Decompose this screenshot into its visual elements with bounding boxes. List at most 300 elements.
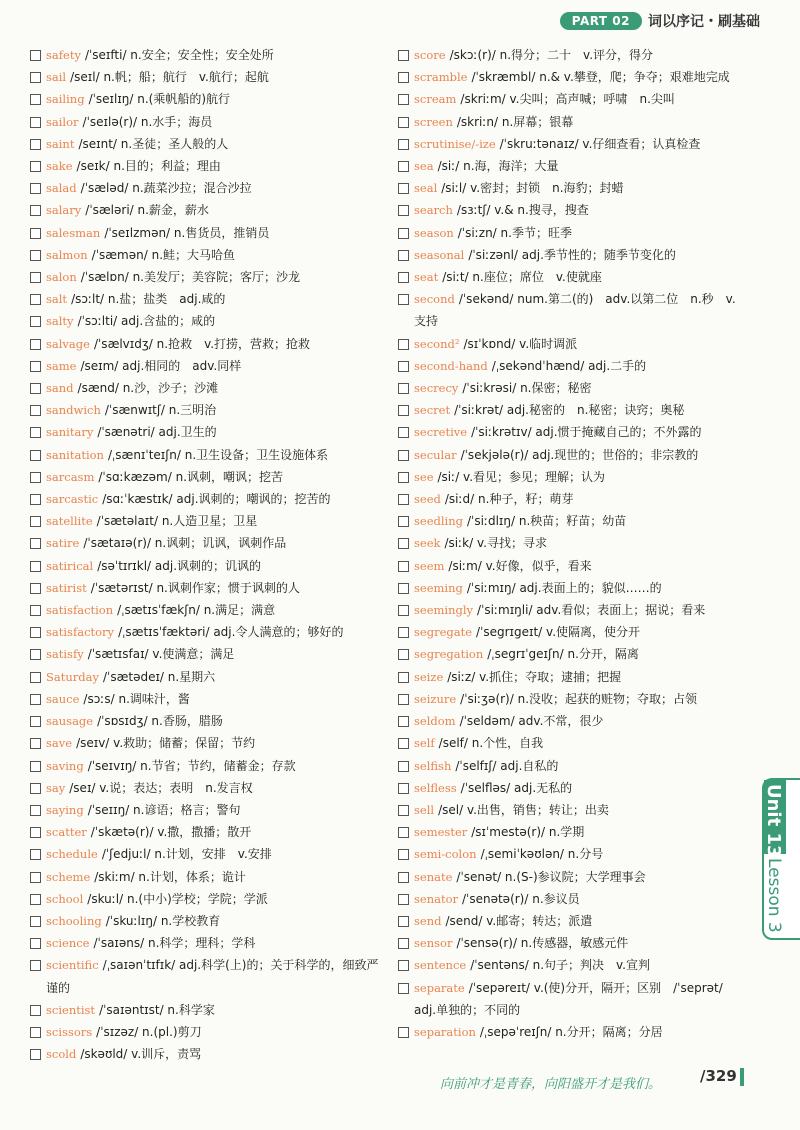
checkbox[interactable]	[398, 383, 409, 394]
headword: self	[414, 736, 435, 751]
vocab-entry	[30, 199, 385, 221]
checkbox[interactable]	[30, 960, 41, 971]
checkbox[interactable]	[30, 516, 41, 527]
entry-text	[46, 999, 385, 1021]
vocab-entry	[30, 133, 385, 155]
headword: send	[414, 913, 442, 928]
definition: /ˌsaɪənˈtɪfɪk/ adj.科学(上)的；关于科学的，细致严谨的	[46, 958, 379, 995]
checkbox[interactable]	[398, 538, 409, 549]
checkbox[interactable]	[398, 494, 409, 505]
checkbox[interactable]	[30, 383, 41, 394]
vocab-entry	[398, 377, 743, 399]
headword: sarcasm	[46, 469, 95, 484]
entry-text	[46, 843, 385, 865]
checkbox[interactable]	[30, 649, 41, 660]
definition: /ˌsegrɪˈgeɪʃn/ n.分开，隔离	[487, 647, 639, 662]
headword: scold	[46, 1047, 77, 1062]
entry-text	[414, 44, 743, 66]
checkbox[interactable]	[30, 605, 41, 616]
headword: salvage	[46, 336, 90, 351]
checkbox[interactable]	[398, 228, 409, 239]
checkbox[interactable]	[30, 161, 41, 172]
headword: scatter	[46, 825, 87, 840]
entry-text	[414, 977, 743, 1021]
checkbox[interactable]	[398, 294, 409, 305]
headword: satisfy	[46, 647, 84, 662]
entry-text	[46, 755, 385, 777]
entry-text	[414, 244, 743, 266]
definition: /skriːn/ n.屏幕；银幕	[456, 114, 574, 129]
definition: /ˈsætɪsfaɪ/ v.使满意；满足	[87, 647, 235, 662]
vocab-entry	[398, 732, 743, 754]
headword: scream	[414, 92, 457, 107]
vocab-entry	[398, 577, 743, 599]
vocab-entry	[30, 288, 385, 310]
definition: /ˈskruːtənaɪz/ v.仔细查看；认真检查	[499, 136, 701, 151]
checkbox[interactable]	[30, 1005, 41, 1016]
entry-text	[414, 355, 743, 377]
vocab-entry	[30, 355, 385, 377]
vocab-entry	[398, 666, 743, 688]
checkbox[interactable]	[398, 872, 409, 883]
part-badge: PART 02	[560, 12, 642, 30]
entry-text	[46, 466, 385, 488]
vocab-entry	[398, 932, 743, 954]
checkbox[interactable]	[30, 738, 41, 749]
headword: satirist	[46, 580, 87, 595]
headword: second-hand	[414, 358, 488, 373]
definition: /self/ n.个性，自我	[438, 736, 544, 751]
unit-label: Unit 13	[763, 784, 784, 858]
checkbox[interactable]	[30, 472, 41, 483]
headword: satirical	[46, 558, 94, 573]
vocab-entry	[30, 710, 385, 732]
checkbox[interactable]	[398, 516, 409, 527]
entry-text	[46, 111, 385, 133]
checkbox[interactable]	[398, 738, 409, 749]
vocab-entry	[398, 510, 743, 532]
checkbox[interactable]	[30, 805, 41, 816]
entry-text	[414, 932, 743, 954]
checkbox[interactable]	[398, 205, 409, 216]
vocab-entry	[398, 488, 743, 510]
definition: /ˈseldəm/ adv.不常，很少	[459, 714, 604, 729]
vocab-entry	[398, 688, 743, 710]
checkbox[interactable]	[30, 627, 41, 638]
vocab-entry	[30, 643, 385, 665]
vocab-entry	[398, 288, 743, 332]
vocab-entry	[398, 155, 743, 177]
checkbox[interactable]	[30, 427, 41, 438]
checkbox[interactable]	[398, 361, 409, 372]
entry-text	[414, 155, 743, 177]
entry-text	[46, 732, 385, 754]
checkbox[interactable]	[30, 94, 41, 105]
entry-text	[414, 866, 743, 888]
entry-text	[414, 88, 743, 110]
definition: /ˈsegrɪgeɪt/ v.使隔离，使分开	[476, 625, 641, 640]
entry-text	[414, 777, 743, 799]
definition: /ˈskræmbl/ n.& v.攀登，爬；争夺；艰难地完成	[471, 70, 730, 85]
checkbox[interactable]	[30, 494, 41, 505]
page-header	[560, 10, 760, 32]
checkbox[interactable]	[398, 117, 409, 128]
checkbox[interactable]	[30, 205, 41, 216]
vocab-entry	[30, 66, 385, 88]
checkbox[interactable]	[398, 627, 409, 638]
checkbox[interactable]	[398, 805, 409, 816]
checkbox[interactable]	[398, 272, 409, 283]
entry-text	[414, 821, 743, 843]
headword: segregation	[414, 647, 484, 662]
vocab-entry	[398, 133, 743, 155]
checkbox[interactable]	[30, 694, 41, 705]
checkbox[interactable]	[30, 1027, 41, 1038]
vocab-entry	[30, 688, 385, 710]
checkbox[interactable]	[30, 872, 41, 883]
headword: Saturday	[46, 669, 99, 684]
checkbox[interactable]	[30, 938, 41, 949]
definition: /ˈselfɪʃ/ adj.自私的	[455, 758, 559, 773]
headword: scramble	[414, 70, 468, 85]
checkbox[interactable]	[30, 139, 41, 150]
entry-text	[46, 244, 385, 266]
headword: scientist	[46, 1002, 96, 1017]
checkbox[interactable]	[398, 849, 409, 860]
right-word-column	[398, 44, 743, 1043]
entry-text	[414, 111, 743, 133]
left-word-column	[30, 44, 385, 1065]
vocab-entry	[398, 399, 743, 421]
checkbox[interactable]	[398, 339, 409, 350]
checkbox[interactable]	[30, 316, 41, 327]
headword: safety	[46, 48, 81, 62]
entry-text	[46, 888, 385, 910]
checkbox[interactable]	[398, 672, 409, 683]
definition: /ˈsiːkrəsi/ n.保密；秘密	[462, 381, 592, 396]
entry-text	[46, 932, 385, 954]
vocab-entry	[30, 732, 385, 754]
entry-text	[414, 399, 743, 421]
checkbox[interactable]	[398, 938, 409, 949]
entry-text	[414, 466, 743, 488]
entry-text	[414, 888, 743, 910]
vocab-entry	[30, 1021, 385, 1043]
headword: scheme	[46, 869, 91, 884]
headword: sauce	[46, 691, 80, 706]
definition: /ˈsenət/ n.(S-)参议院；大学理事会	[456, 869, 646, 884]
vocab-entry	[398, 843, 743, 865]
headword: score	[414, 48, 446, 62]
definition: /ˈsænwɪtʃ/ n.三明治	[104, 403, 217, 418]
headword: secretive	[414, 425, 468, 440]
entry-text	[414, 666, 743, 688]
vocab-entry	[30, 310, 385, 332]
checkbox[interactable]	[30, 583, 41, 594]
vocab-entry	[30, 577, 385, 599]
page-number-bar	[740, 1068, 744, 1086]
vocab-entry	[398, 466, 743, 488]
headword: senate	[414, 869, 453, 884]
entry-text	[46, 155, 385, 177]
vocab-entry	[30, 755, 385, 777]
checkbox[interactable]	[398, 405, 409, 416]
checkbox[interactable]	[30, 183, 41, 194]
checkbox[interactable]	[398, 783, 409, 794]
headword: say	[46, 780, 66, 795]
definition: /ˈsætədeɪ/ n.星期六	[102, 669, 216, 684]
checkbox[interactable]	[398, 583, 409, 594]
headword: sake	[46, 159, 73, 174]
checkbox[interactable]	[398, 450, 409, 461]
entry-text	[414, 1021, 743, 1043]
checkbox[interactable]	[398, 894, 409, 905]
checkbox[interactable]	[398, 916, 409, 927]
vocab-entry	[398, 777, 743, 799]
vocab-entry	[30, 888, 385, 910]
entry-text	[46, 532, 385, 554]
checkbox[interactable]	[30, 916, 41, 927]
checkbox[interactable]	[398, 983, 409, 994]
headword: salt	[46, 292, 68, 307]
checkbox[interactable]	[30, 405, 41, 416]
checkbox[interactable]	[398, 716, 409, 727]
vocab-entry	[30, 910, 385, 932]
entry-text	[46, 866, 385, 888]
vocab-entry	[398, 821, 743, 843]
vocab-entry	[30, 244, 385, 266]
checkbox[interactable]	[30, 228, 41, 239]
headword: scientific	[46, 958, 99, 973]
vocab-entry	[30, 1043, 385, 1065]
definition: /ˈsiːdlɪŋ/ n.秧苗；籽苗；幼苗	[467, 514, 627, 529]
checkbox[interactable]	[398, 1027, 409, 1038]
headword: seedling	[414, 514, 463, 529]
checkbox[interactable]	[398, 50, 409, 61]
definition: /ˈsaɪəns/ n.科学；理科；学科	[93, 936, 256, 951]
definition: /ˈsentəns/ n.句子；判决 v.宣判	[470, 958, 650, 973]
vocab-entry	[30, 222, 385, 244]
entry-text	[46, 1043, 385, 1065]
vocab-entry	[398, 111, 743, 133]
vocab-entry	[398, 333, 743, 355]
headword: secret	[414, 403, 451, 418]
vocab-entry	[30, 999, 385, 1021]
footer-motto: 向前冲才是青春，向阳盛开才是我们。	[440, 1077, 662, 1092]
vocab-entry	[30, 444, 385, 466]
definition: /ˈskætə(r)/ v.撒，撒播；散开	[90, 825, 252, 840]
vocab-entry	[398, 710, 743, 732]
vocab-entry	[30, 532, 385, 554]
definition: /ˈsekənd/ num.第二(的) adv.以第二位 n.秒 v.支持	[414, 292, 736, 329]
vocab-entry	[30, 44, 385, 66]
vocab-entry	[30, 177, 385, 199]
checkbox[interactable]	[398, 605, 409, 616]
checkbox[interactable]	[398, 472, 409, 483]
headword: sand	[46, 381, 74, 396]
vocab-entry	[398, 799, 743, 821]
vocab-entry	[30, 488, 385, 510]
checkbox[interactable]	[398, 72, 409, 83]
entry-text	[414, 177, 743, 199]
checkbox[interactable]	[30, 849, 41, 860]
entry-text	[414, 621, 743, 643]
definition: /ˌsætɪsˈfækʃn/ n.满足；满意	[117, 603, 276, 618]
checkbox[interactable]	[30, 761, 41, 772]
vocab-entry	[398, 954, 743, 976]
headword: sea	[414, 159, 434, 174]
definition: /ˈsenətə(r)/ n.参议员	[462, 891, 580, 906]
headword: satire	[46, 536, 80, 551]
entry-text	[46, 621, 385, 643]
vocab-entry	[30, 932, 385, 954]
definition: /ˈsiːkrət/ adj.秘密的 n.秘密；诀窍；奥秘	[454, 403, 685, 418]
entry-text	[414, 577, 743, 599]
entry-text	[414, 599, 743, 621]
checkbox[interactable]	[398, 649, 409, 660]
entry-text	[414, 266, 743, 288]
entry-text	[46, 44, 385, 66]
checkbox[interactable]	[30, 50, 41, 61]
checkbox[interactable]	[398, 94, 409, 105]
headword: sailing	[46, 92, 85, 107]
entry-text	[414, 954, 743, 976]
definition: /ˌsemiˈkəʊlən/ n.分号	[480, 847, 604, 862]
definition: /ˈsiːʒə(r)/ n.没收；起获的赃物；夺取；占领	[460, 691, 698, 706]
checkbox[interactable]	[30, 783, 41, 794]
checkbox[interactable]	[30, 72, 41, 83]
entry-text	[414, 199, 743, 221]
vocab-entry	[398, 266, 743, 288]
vocab-entry	[398, 599, 743, 621]
checkbox[interactable]	[398, 250, 409, 261]
checkbox[interactable]	[30, 538, 41, 549]
definition: /ˈsæləri/ n.薪金，薪水	[85, 203, 209, 218]
checkbox[interactable]	[398, 827, 409, 838]
headword: seek	[414, 536, 441, 551]
checkbox[interactable]	[398, 427, 409, 438]
definition: /ˈsælvɪdʒ/ n.抢救 v.打捞，营救；抢救	[93, 336, 311, 351]
checkbox[interactable]	[30, 1049, 41, 1060]
headword: sailor	[46, 114, 79, 129]
checkbox[interactable]	[30, 339, 41, 350]
definition: /siːz/ v.抓住；夺取；逮捕；把握	[447, 669, 622, 684]
definition: /ˈsiːmɪŋ/ adj.表面上的；貌似……的	[466, 580, 662, 595]
definition: /ˈsɔːlti/ adj.含盐的；咸的	[77, 314, 216, 329]
vocab-entry	[398, 444, 743, 466]
vocab-entry	[30, 333, 385, 355]
headword: sail	[46, 70, 67, 85]
checkbox[interactable]	[398, 161, 409, 172]
headword: seem	[414, 558, 445, 573]
vocab-entry	[398, 244, 743, 266]
headword: science	[46, 936, 90, 951]
headword: seeming	[414, 580, 463, 595]
definition: /ˈʃedjuːl/ n.计划，安排 v.安排	[101, 847, 272, 862]
checkbox[interactable]	[398, 761, 409, 772]
checkbox[interactable]	[398, 694, 409, 705]
checkbox[interactable]	[30, 117, 41, 128]
checkbox[interactable]	[30, 827, 41, 838]
definition: /sɑːˈkæstɪk/ adj.讽刺的；嘲讽的；挖苦的	[102, 492, 331, 507]
entry-text	[46, 688, 385, 710]
headword: separation	[414, 1024, 476, 1039]
entry-text	[414, 555, 743, 577]
entry-text	[414, 66, 743, 88]
definition: /ˈsænətri/ adj.卫生的	[97, 425, 217, 440]
checkbox[interactable]	[30, 561, 41, 572]
vocab-entry	[30, 111, 385, 133]
entry-text	[46, 310, 385, 332]
vocab-entry	[30, 555, 385, 577]
headword: salty	[46, 314, 74, 329]
checkbox[interactable]	[30, 294, 41, 305]
vocab-entry	[30, 843, 385, 865]
checkbox[interactable]	[398, 183, 409, 194]
checkbox[interactable]	[30, 894, 41, 905]
checkbox[interactable]	[30, 361, 41, 372]
headword: second	[414, 292, 455, 307]
headword: seal	[414, 181, 438, 196]
checkbox[interactable]	[30, 272, 41, 283]
vocab-entry	[30, 88, 385, 110]
vocab-entry	[30, 399, 385, 421]
definition: /ˈsæləd/ n.蔬菜沙拉；混合沙拉	[80, 181, 252, 196]
definition: /ˌsekəndˈhænd/ adj.二手的	[491, 358, 647, 373]
headword: scrutinise/-ize	[414, 136, 496, 151]
entry-text	[414, 133, 743, 155]
definition: /ˈsepəreɪt/ v.(使)分开，隔开；区别 /ˈseprət/ adj.单独的；不同的	[414, 980, 723, 1017]
definition: /səˈtɪrɪkl/ adj.讽刺的；讥讽的	[97, 558, 262, 573]
checkbox[interactable]	[398, 960, 409, 971]
checkbox[interactable]	[30, 716, 41, 727]
checkbox[interactable]	[30, 672, 41, 683]
definition: /seɪnt/ n.圣徒；圣人般的人	[78, 136, 229, 151]
definition: /sɪˈmestə(r)/ n.学期	[471, 825, 585, 840]
entry-text	[414, 732, 743, 754]
vocab-entry	[398, 866, 743, 888]
definition: /skuːl/ n.(中小)学校；学院；学派	[87, 891, 268, 906]
definition: /ˌsepəˈreɪʃn/ n.分开；隔离；分居	[479, 1024, 663, 1039]
headword: satisfaction	[46, 603, 114, 618]
definition: /ˈsætərɪst/ n.讽刺作家；惯于讽刺的人	[90, 580, 300, 595]
definition: /seɪm/ adj.相同的 adv.同样	[80, 358, 242, 373]
definition: /siː/ n.海，海洋；大量	[437, 159, 559, 174]
checkbox[interactable]	[398, 139, 409, 150]
headword: sensor	[414, 936, 453, 951]
vocab-entry	[30, 666, 385, 688]
checkbox[interactable]	[398, 561, 409, 572]
definition: /sel/ v.出售，销售；转让；出卖	[438, 802, 609, 817]
entry-text	[46, 821, 385, 843]
definition: /ˈsiːzn/ n.季节；旺季	[457, 225, 572, 240]
entry-text	[414, 755, 743, 777]
headword: semester	[414, 825, 468, 840]
entry-text	[46, 643, 385, 665]
entry-text	[46, 399, 385, 421]
checkbox[interactable]	[30, 250, 41, 261]
vocab-entry	[30, 621, 385, 643]
entry-text	[46, 577, 385, 599]
definition: /ˈseɪlɪŋ/ n.(乘帆船的)航行	[88, 92, 231, 107]
vocab-entry	[398, 977, 743, 1021]
definition: /ˈsɑːkæzəm/ n.讽刺，嘲讽；挖苦	[98, 469, 283, 484]
definition: /ˈseɪɪŋ/ n.谚语；格言；警句	[87, 802, 241, 817]
checkbox[interactable]	[30, 450, 41, 461]
definition: /send/ v.邮寄；转达；派遣	[445, 913, 593, 928]
headword: season	[414, 225, 454, 240]
definition: /skriːm/ v.尖叫；高声喊；呼啸 n.尖叫	[460, 92, 675, 107]
